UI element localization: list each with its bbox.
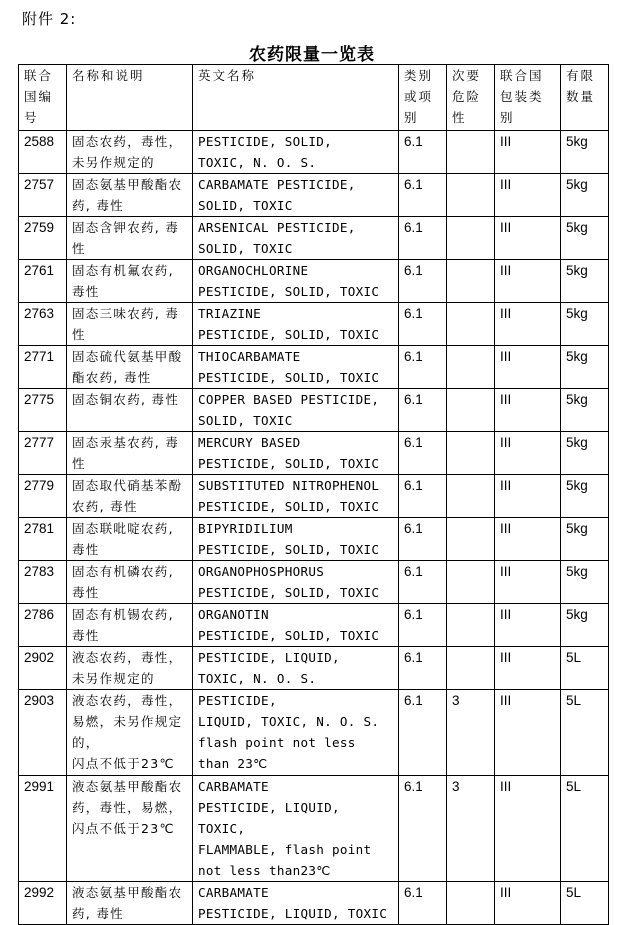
packing-group-cell: III — [495, 647, 561, 690]
sub-risk-cell: 3 — [447, 776, 495, 882]
table-row — [19, 303, 609, 346]
packing-group-cell: III — [495, 260, 561, 303]
packing-group-cell: III — [495, 882, 561, 925]
header-name-en: 英文名称 — [193, 65, 399, 131]
name-cn-cell: 固态取代硝基苯酚农药, 毒性 — [67, 475, 193, 518]
un-number-cell: 2777 — [19, 432, 67, 475]
name-cn-cell: 液态氨基甲酸酯农药，毒性，易燃，闪点不低于23℃ — [67, 776, 193, 882]
un-number-cell: 2763 — [19, 303, 67, 346]
table-row — [19, 174, 609, 217]
class-cell: 6.1 — [399, 174, 447, 217]
sub-risk-cell — [447, 475, 495, 518]
packing-group-cell: III — [495, 690, 561, 776]
un-number-cell: 2759 — [19, 217, 67, 260]
table-title: 农药限量一览表 — [249, 45, 375, 65]
name-cn-cell: 固态三味农药, 毒性 — [67, 303, 193, 346]
packing-group-cell: III — [495, 217, 561, 260]
limited-quantity-cell: 5kg — [561, 432, 609, 475]
un-number-cell: 2761 — [19, 260, 67, 303]
table-row — [19, 604, 609, 647]
class-cell: 6.1 — [399, 776, 447, 882]
class-cell: 6.1 — [399, 690, 447, 776]
name-cn-cell: 固态氨基甲酸酯农药, 毒性 — [67, 174, 193, 217]
un-number-cell: 2786 — [19, 604, 67, 647]
name-en-cell: MERCURY BASED PESTICIDE, SOLID, TOXIC — [193, 432, 399, 475]
name-cn-cell: 固态有机氟农药, 毒性 — [67, 260, 193, 303]
packing-group-cell: III — [495, 432, 561, 475]
header-row — [19, 65, 609, 131]
name-en-cell: CARBAMATE PESTICIDE, LIQUID, TOXIC, FLAMMABLE, flash point not less than23℃ — [193, 776, 399, 882]
sub-risk-cell — [447, 882, 495, 925]
table-row — [19, 690, 609, 776]
name-en-cell: CARBAMATE PESTICIDE, LIQUID, TOXIC — [193, 882, 399, 925]
class-cell: 6.1 — [399, 217, 447, 260]
un-number-cell: 2775 — [19, 389, 67, 432]
table-row — [19, 346, 609, 389]
packing-group-cell: III — [495, 346, 561, 389]
name-en-cell: ORGANOPHOSPHORUS PESTICIDE, SOLID, TOXIC — [193, 561, 399, 604]
sub-risk-cell: 3 — [447, 690, 495, 776]
table-row — [19, 389, 609, 432]
name-cn-cell: 固态铜农药, 毒性 — [67, 389, 193, 432]
limited-quantity-cell: 5kg — [561, 389, 609, 432]
name-cn-cell: 液态氨基甲酸酯农药, 毒性 — [67, 882, 193, 925]
name-cn-cell: 液态农药，毒性，易燃，未另作规定的， 闪点不低于23℃ — [67, 690, 193, 776]
sub-risk-cell — [447, 518, 495, 561]
class-cell: 6.1 — [399, 131, 447, 174]
table-row — [19, 131, 609, 174]
table-body — [19, 131, 609, 925]
name-en-cell: COPPER BASED PESTICIDE, SOLID, TOXIC — [193, 389, 399, 432]
limited-quantity-cell: 5kg — [561, 518, 609, 561]
name-cn-cell: 固态农药，毒性，未另作规定的 — [67, 131, 193, 174]
pesticide-limit-table — [18, 64, 609, 925]
class-cell: 6.1 — [399, 303, 447, 346]
table-row — [19, 432, 609, 475]
header-limited-quantity: 有限数量 — [561, 65, 609, 131]
packing-group-cell: III — [495, 604, 561, 647]
name-cn-cell: 固态含钾农药, 毒性 — [67, 217, 193, 260]
name-en-cell: PESTICIDE, LIQUID, TOXIC, N. O. S. — [193, 647, 399, 690]
un-number-cell: 2992 — [19, 882, 67, 925]
class-cell: 6.1 — [399, 882, 447, 925]
sub-risk-cell — [447, 432, 495, 475]
limited-quantity-cell: 5L — [561, 776, 609, 882]
sub-risk-cell — [447, 389, 495, 432]
name-en-cell: PESTICIDE, SOLID, TOXIC, N. O. S. — [193, 131, 399, 174]
class-cell: 6.1 — [399, 604, 447, 647]
sub-risk-cell — [447, 346, 495, 389]
un-number-cell: 2771 — [19, 346, 67, 389]
name-cn-cell: 固态有机磷农药, 毒性 — [67, 561, 193, 604]
un-number-cell: 2991 — [19, 776, 67, 882]
name-en-cell: ARSENICAL PESTICIDE, SOLID, TOXIC — [193, 217, 399, 260]
un-number-cell: 2757 — [19, 174, 67, 217]
table-row — [19, 561, 609, 604]
header-sub-risk: 次要危险性 — [447, 65, 495, 131]
packing-group-cell: III — [495, 389, 561, 432]
header-class: 类别或项别 — [399, 65, 447, 131]
name-en-cell: TRIAZINE PESTICIDE, SOLID, TOXIC — [193, 303, 399, 346]
limited-quantity-cell: 5kg — [561, 561, 609, 604]
limited-quantity-cell: 5kg — [561, 217, 609, 260]
appendix-label: 附件 2: — [22, 10, 77, 28]
name-en-cell: SUBSTITUTED NITROPHENOL PESTICIDE, SOLID, TOXIC — [193, 475, 399, 518]
name-cn-cell: 固态有机锡农药, 毒性 — [67, 604, 193, 647]
table-row — [19, 518, 609, 561]
header-name-cn: 名称和说明 — [67, 65, 193, 131]
table-row — [19, 882, 609, 925]
un-number-cell: 2781 — [19, 518, 67, 561]
packing-group-cell: III — [495, 776, 561, 882]
sub-risk-cell — [447, 217, 495, 260]
class-cell: 6.1 — [399, 647, 447, 690]
class-cell: 6.1 — [399, 389, 447, 432]
limited-quantity-cell: 5kg — [561, 475, 609, 518]
sub-risk-cell — [447, 604, 495, 647]
limited-quantity-cell: 5kg — [561, 346, 609, 389]
name-en-cell: BIPYRIDILIUM PESTICIDE, SOLID, TOXIC — [193, 518, 399, 561]
class-cell: 6.1 — [399, 260, 447, 303]
name-cn-cell: 液态农药，毒性，未另作规定的 — [67, 647, 193, 690]
un-number-cell: 2588 — [19, 131, 67, 174]
packing-group-cell: III — [495, 131, 561, 174]
name-cn-cell: 固态汞基农药, 毒性 — [67, 432, 193, 475]
table-row — [19, 647, 609, 690]
packing-group-cell: III — [495, 518, 561, 561]
un-number-cell: 2783 — [19, 561, 67, 604]
limited-quantity-cell: 5L — [561, 690, 609, 776]
class-cell: 6.1 — [399, 475, 447, 518]
name-en-cell: THIOCARBAMATE PESTICIDE, SOLID, TOXIC — [193, 346, 399, 389]
name-cn-cell: 固态联吡啶农药, 毒性 — [67, 518, 193, 561]
limited-quantity-cell: 5kg — [561, 260, 609, 303]
name-en-cell: CARBAMATE PESTICIDE, SOLID, TOXIC — [193, 174, 399, 217]
table-row — [19, 217, 609, 260]
packing-group-cell: III — [495, 475, 561, 518]
packing-group-cell: III — [495, 174, 561, 217]
limited-quantity-cell: 5kg — [561, 303, 609, 346]
limited-quantity-cell: 5kg — [561, 174, 609, 217]
limited-quantity-cell: 5kg — [561, 604, 609, 647]
packing-group-cell: III — [495, 561, 561, 604]
sub-risk-cell — [447, 174, 495, 217]
class-cell: 6.1 — [399, 518, 447, 561]
name-en-cell: PESTICIDE, LIQUID, TOXIC, N. O. S. flash point not less than 23℃ — [193, 690, 399, 776]
class-cell: 6.1 — [399, 432, 447, 475]
sub-risk-cell — [447, 260, 495, 303]
name-en-cell: ORGANOCHLORINE PESTICIDE, SOLID, TOXIC — [193, 260, 399, 303]
table-row — [19, 475, 609, 518]
sub-risk-cell — [447, 647, 495, 690]
table-row — [19, 260, 609, 303]
limited-quantity-cell: 5L — [561, 882, 609, 925]
limited-quantity-cell: 5L — [561, 647, 609, 690]
sub-risk-cell — [447, 561, 495, 604]
un-number-cell: 2902 — [19, 647, 67, 690]
sub-risk-cell — [447, 303, 495, 346]
name-cn-cell: 固态硫代氨基甲酸酯农药, 毒性 — [67, 346, 193, 389]
un-number-cell: 2903 — [19, 690, 67, 776]
sub-risk-cell — [447, 131, 495, 174]
name-en-cell: ORGANOTIN PESTICIDE, SOLID, TOXIC — [193, 604, 399, 647]
packing-group-cell: III — [495, 303, 561, 346]
table-row — [19, 776, 609, 882]
header-un-number: 联合国编号 — [19, 65, 67, 131]
class-cell: 6.1 — [399, 346, 447, 389]
un-number-cell: 2779 — [19, 475, 67, 518]
limited-quantity-cell: 5kg — [561, 131, 609, 174]
class-cell: 6.1 — [399, 561, 447, 604]
header-packing-group: 联合国包装类别 — [495, 65, 561, 131]
